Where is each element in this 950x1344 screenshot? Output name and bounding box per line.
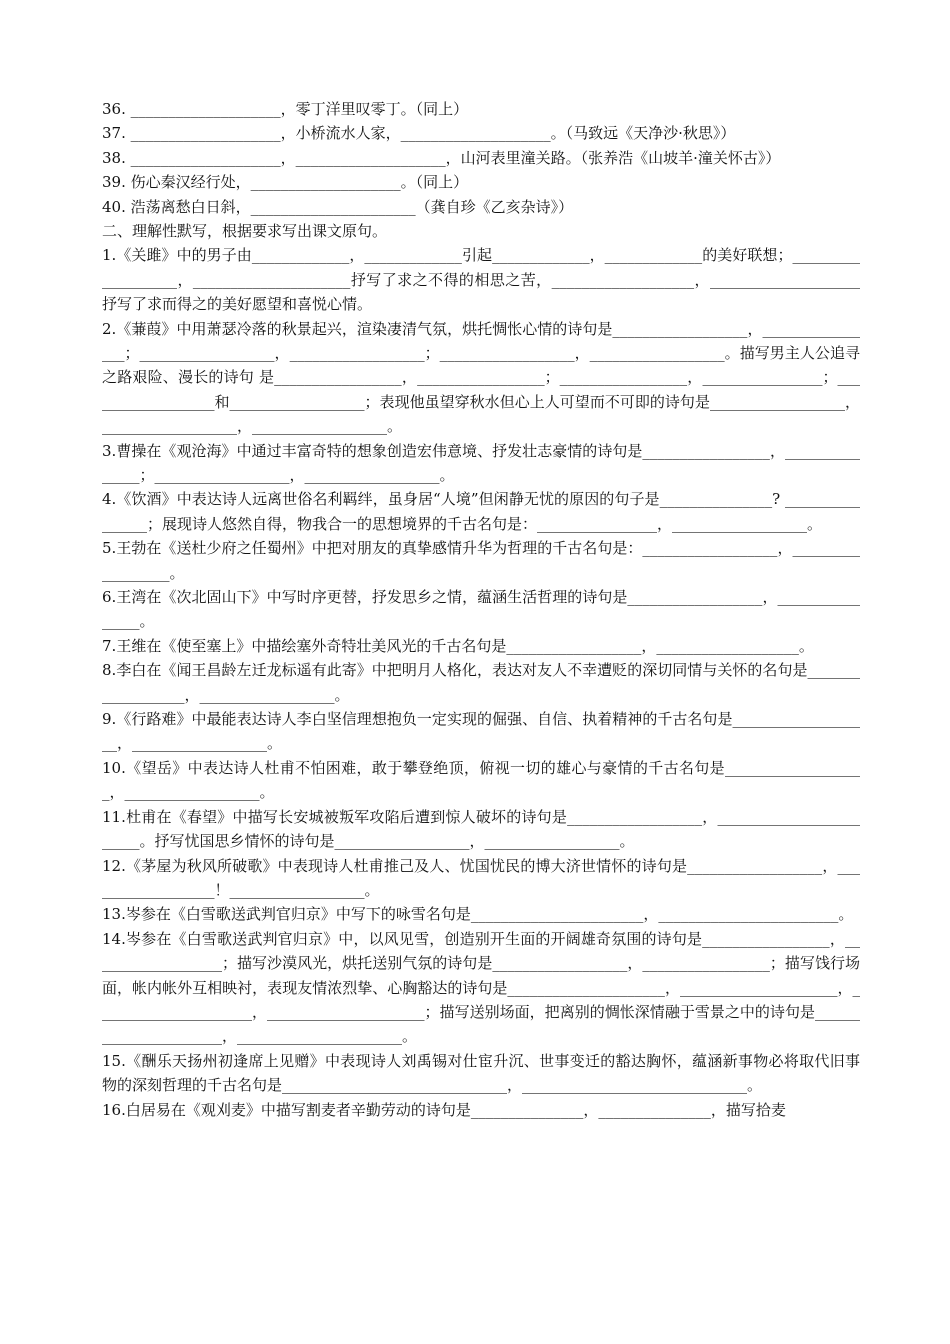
item-number: 12. (102, 856, 126, 875)
exercise-item (88, 121, 860, 145)
item-number: 3. (102, 441, 117, 460)
item-number: 15. (102, 1051, 126, 1070)
exercise-item (88, 195, 860, 219)
item-text: 《行路难》中最能表达诗人李白坚信理想抱负一定实现的倔强、自信、执着精神的千古名句是___________________，__________________。 (102, 710, 860, 753)
item-number: 36. (102, 100, 126, 118)
item-number: 4. (102, 490, 117, 509)
item-text: 伤心秦汉经行处，____________________。（同上） (130, 173, 469, 192)
item-text: 《蒹葭》中用萧瑟冷落的秋景起兴，渲染凄清气氛，烘托惆怅心情的诗句是__________________，________________；__________________，__________________；__________________，__________________。描写男主人公追寻之路艰险、漫长的诗句 是_________________，_________________；_________________，________________；__________________和__________________；表现他虽望穿秋水但心上人可望而不可即的诗句是__________________，__________________，__________________。 (102, 319, 860, 436)
item-text: 浩荡离愁白日斜，______________________（龚自珍《乙亥杂诗》） (130, 197, 574, 216)
exercise-item (88, 146, 860, 170)
exercise-item (88, 854, 860, 903)
exercise-item (88, 756, 860, 805)
exercise-item (88, 927, 860, 1049)
exercise-item (88, 170, 860, 194)
item-number: 1. (102, 246, 117, 265)
item-number: 13. (102, 905, 126, 924)
item-text: ____________________，小桥流水人家，____________________。（马致远《天净沙·秋思》） (130, 124, 736, 143)
item-text: 岑参在《白雪歌送武判官归京》中写下的咏雪名句是_______________________，________________________。 (125, 905, 854, 924)
exercise-item (88, 658, 860, 707)
item-text: 《茅屋为秋风所破歌》中表现诗人杜甫推己及人、忧国忧民的博大济世情怀的诗句是__________________，__________________！__________________。 (102, 856, 860, 899)
exercise-item (88, 536, 860, 585)
item-number: 9. (102, 710, 117, 729)
item-number: 6. (102, 588, 117, 607)
item-number: 5. (102, 539, 117, 558)
item-text: 杜甫在《春望》中描写长安城被叛军攻陷后遭到惊人破坏的诗句是__________________，________________________。抒写忧国思乡情怀的诗句是__________________，__________________。 (102, 807, 860, 851)
item-number: 38. (102, 148, 126, 167)
item-number: 40. (102, 197, 126, 216)
exercise-item (88, 1049, 860, 1098)
exercise-item (88, 585, 860, 634)
exercise-item (88, 243, 860, 316)
item-number: 39. (102, 173, 126, 192)
item-number: 11. (102, 807, 126, 826)
item-text: ____________________，____________________，山河表里潼关路。（张养浩《山坡羊·潼关怀古》） (130, 148, 781, 167)
exercise-item (88, 634, 860, 658)
item-text: 李白在《闻王昌龄左迁龙标遥有此寄》中把明月人格化，表达对友人不幸遭贬的深切同情与关怀的名句是__________________，__________________。 (102, 661, 860, 704)
item-text: 王湾在《次北固山下》中写时序更替，抒发思乡之情，蕴涵生活哲理的诗句是__________________，________________。 (102, 588, 860, 631)
item-text: ____________________，零丁洋里叹零丁。（同上） (130, 100, 469, 118)
item-number: 7. (102, 636, 117, 655)
item-number: 10. (102, 758, 126, 777)
exercise-item (88, 439, 860, 488)
item-number: 14. (102, 929, 126, 948)
item-text: 曹操在《观沧海》中通过丰富奇特的想象创造宏伟意境、抒发壮志豪情的诗句是_________________，_______________；__________________，__________________。 (102, 441, 860, 484)
item-text: 《饮酒》中表达诗人远离世俗名利羁绊，虽身居“人境”但闲静无忧的原因的句子是_______________? ________________；展现诗人悠然自得，物我合一的思想境界的千古名句是：________________，__________________。 (102, 490, 860, 533)
fill-in-section-2 (88, 243, 860, 1122)
exercise-item (88, 902, 860, 926)
item-text: 《酬乐天扬州初逢席上见赠》中表现诗人刘禹锡对仕宦升沉、世事变迁的豁达胸怀，蕴涵新事物必将取代旧事物的深刻哲理的千古名句是______________________________，______________________________。 (102, 1051, 860, 1095)
exercise-item (88, 805, 860, 854)
item-number: 16. (102, 1100, 126, 1119)
document-page (88, 97, 860, 1122)
exercise-item (88, 1098, 860, 1122)
exercise-item (88, 97, 860, 121)
exercise-item (88, 487, 860, 536)
item-text: 岑参在《白雪歌送武判官归京》中，以风见雪，创造别开生面的开阔雄奇氛围的诗句是_________________，__________________；描写沙漠风光，烘托送别气氛的诗句是__________________，_________________；描写饯行场面，帐内帐外互相映衬，表现友情浓烈挚、心胸豁达的诗句是_____________________，_____________________，_____________________，_____________________；描写送别场面，把离别的惆怅深情融于雪景之中的诗句是______________________，______________________。 (102, 929, 860, 1046)
item-number: 2. (102, 319, 117, 338)
item-number: 37. (102, 124, 126, 143)
exercise-item (88, 707, 860, 756)
item-text: 《关雎》中的男子由_____________，_____________引起_____________，_____________的美好联想；___________________，_____________________抒写了求之不得的相思之苦，___________________，____________________抒写了求而得之的美好愿望和喜悦心情。 (102, 246, 860, 314)
exercise-item (88, 317, 860, 439)
item-text: 王维在《使至塞上》中描绘塞外奇特壮美风光的千古名句是__________________，___________________。 (116, 636, 814, 655)
item-number: 8. (102, 661, 117, 680)
fill-in-section-1 (88, 97, 860, 219)
item-text: 白居易在《观刈麦》中描写割麦者辛勤劳动的诗句是_______________，_______________，描写拾麦 (125, 1100, 786, 1119)
section-heading: 二、理解性默写，根据要求写出课文原句。 (102, 221, 388, 240)
item-text: 王勃在《送杜少府之任蜀州》中把对朋友的真挚感情升华为哲理的千古名句是：__________________，__________________。 (102, 539, 860, 582)
item-text: 《望岳》中表达诗人杜甫不怕困难，敢于攀登绝顶，俯视一切的雄心与豪情的千古名句是___________________，__________________。 (102, 758, 860, 802)
